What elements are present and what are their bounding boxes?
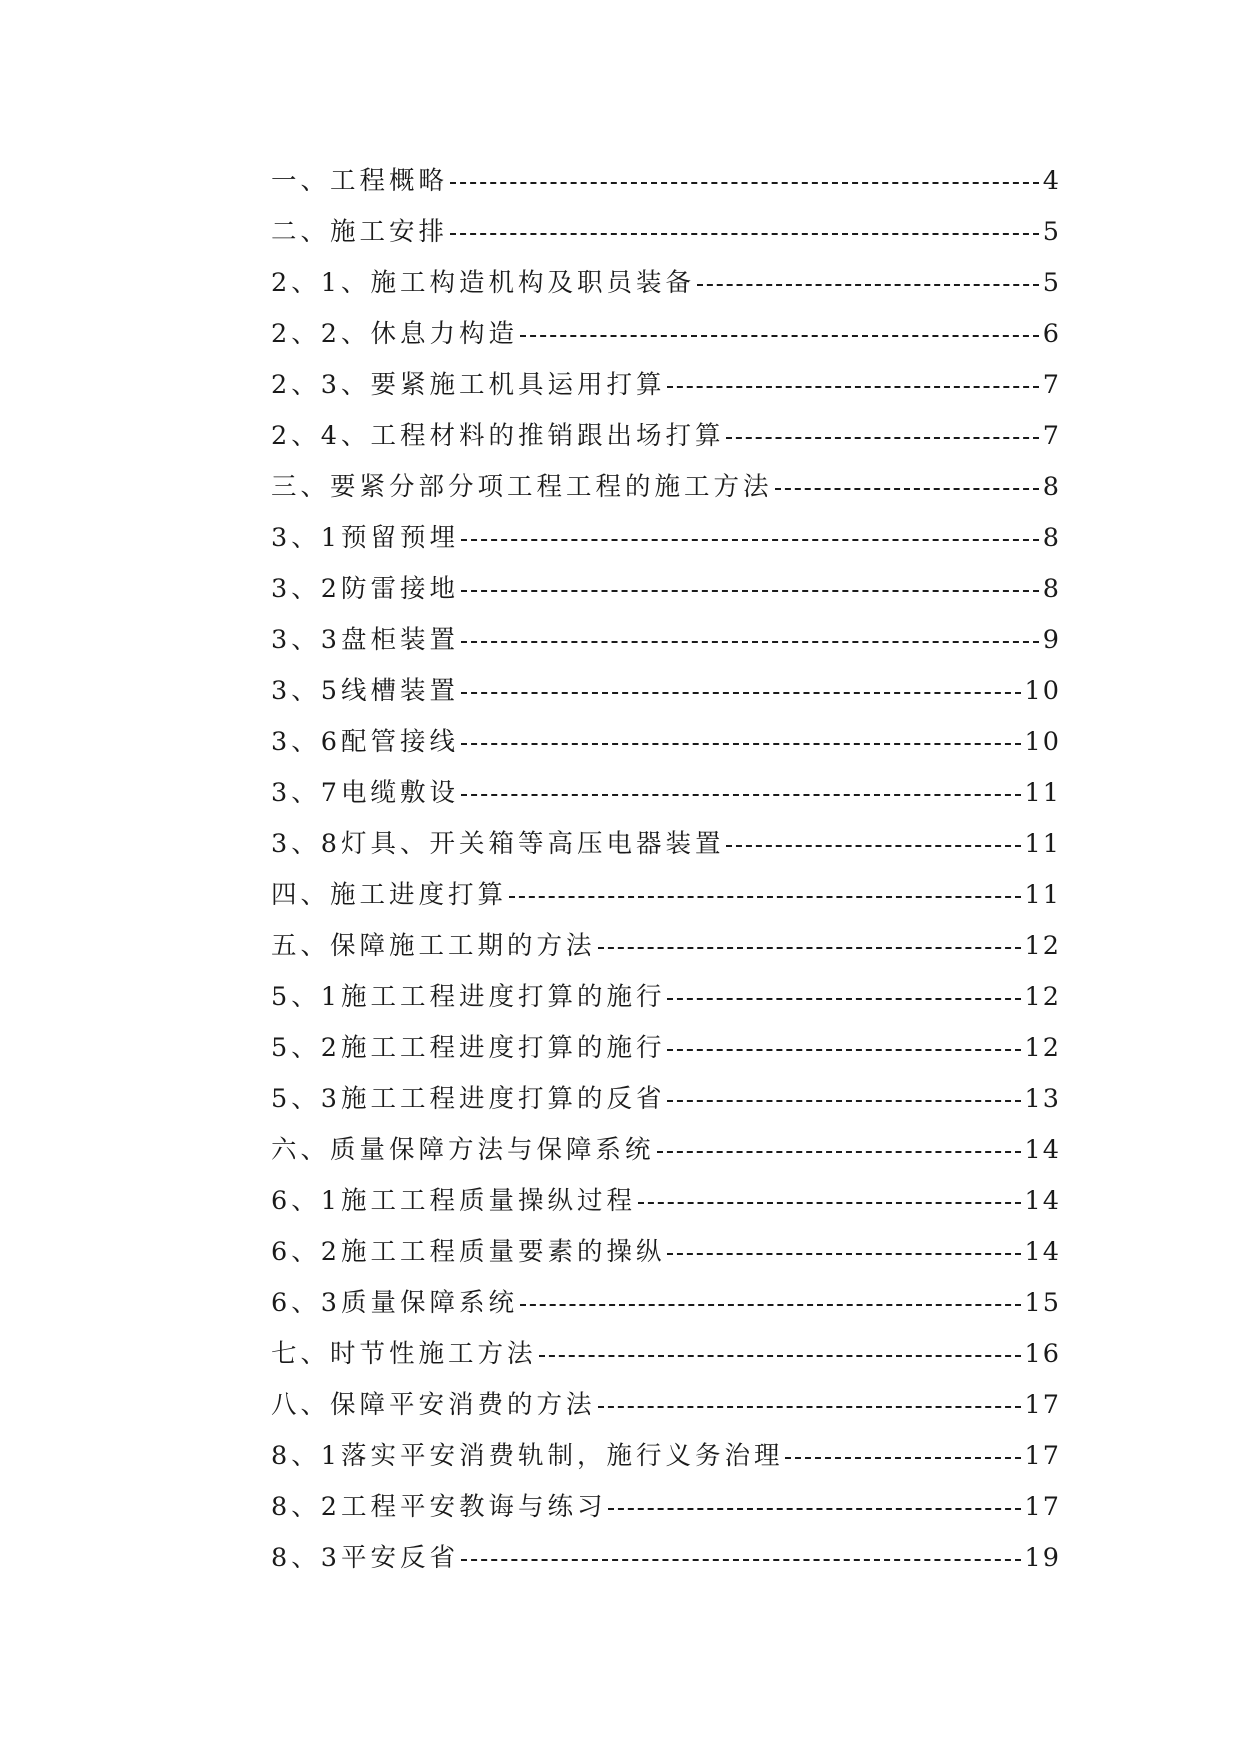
- toc-entry[interactable]: [271, 360, 1061, 411]
- toc-entry-page: 17: [1021, 1431, 1061, 1482]
- toc-entry-title: 2、2、休息力构造: [271, 319, 518, 349]
- toc-entry-page: 19: [1021, 1533, 1061, 1584]
- toc-entry[interactable]: [271, 156, 1061, 207]
- toc-entry-page: 14: [1021, 1125, 1061, 1176]
- toc-entry-page: 5: [1039, 207, 1061, 258]
- toc-dot-leader: [461, 513, 1039, 564]
- toc-entry-title: 6、2施工工程质量要素的操纵: [271, 1237, 666, 1267]
- toc-entry[interactable]: [271, 1023, 1061, 1074]
- table-of-contents: [271, 156, 1061, 1584]
- toc-entry-page: 11: [1021, 870, 1061, 921]
- toc-entry[interactable]: [271, 1278, 1061, 1329]
- toc-entry-title: 3、6配管接线: [271, 727, 459, 757]
- toc-entry-page: 6: [1039, 309, 1061, 360]
- toc-entry[interactable]: [271, 513, 1061, 564]
- toc-entry-page: 8: [1039, 513, 1061, 564]
- toc-entry-page: 8: [1039, 564, 1061, 615]
- toc-entry-title: 8、1落实平安消费轨制，施行义务治理: [271, 1441, 784, 1471]
- toc-entry[interactable]: [271, 564, 1061, 615]
- toc-entry-title: 3、8灯具、开关箱等高压电器装置: [271, 829, 725, 859]
- toc-entry-page: 12: [1021, 921, 1061, 972]
- toc-dot-leader: [461, 564, 1039, 615]
- toc-entry-page: 10: [1021, 666, 1061, 717]
- toc-dot-leader: [450, 156, 1039, 207]
- toc-entry[interactable]: [271, 921, 1061, 972]
- toc-dot-leader: [638, 1176, 1021, 1227]
- toc-entry-page: 9: [1039, 615, 1061, 666]
- toc-entry[interactable]: [271, 462, 1061, 513]
- toc-entry-page: 15: [1021, 1278, 1061, 1329]
- toc-entry-title: 五、保障施工工期的方法: [271, 931, 596, 961]
- toc-entry-page: 12: [1021, 972, 1061, 1023]
- toc-entry-page: 14: [1021, 1227, 1061, 1278]
- toc-entry-page: 12: [1021, 1023, 1061, 1074]
- toc-entry[interactable]: [271, 309, 1061, 360]
- toc-dot-leader: [450, 207, 1039, 258]
- toc-entry[interactable]: [271, 411, 1061, 462]
- toc-dot-leader: [785, 1431, 1021, 1482]
- toc-dot-leader: [598, 1380, 1021, 1431]
- toc-dot-leader: [667, 1074, 1021, 1125]
- toc-entry-page: 11: [1021, 768, 1061, 819]
- toc-entry[interactable]: [271, 207, 1061, 258]
- toc-entry-title: 8、3平安反省: [271, 1543, 459, 1573]
- toc-entry-title: 四、施工进度打算: [271, 880, 508, 910]
- toc-entry-title: 3、5线槽装置: [271, 676, 459, 706]
- toc-entry-title: 六、质量保障方法与保障系统: [271, 1135, 655, 1165]
- toc-entry[interactable]: [271, 1380, 1061, 1431]
- toc-entry[interactable]: [271, 972, 1061, 1023]
- toc-entry-title: 6、3质量保障系统: [271, 1288, 518, 1318]
- toc-entry[interactable]: [271, 1176, 1061, 1227]
- toc-entry-page: 10: [1021, 717, 1061, 768]
- toc-entry-title: 5、1施工工程进度打算的施行: [271, 982, 666, 1012]
- toc-entry-title: 3、1预留预埋: [271, 523, 459, 553]
- toc-dot-leader: [539, 1329, 1021, 1380]
- toc-entry[interactable]: [271, 1533, 1061, 1584]
- toc-entry-page: 7: [1039, 360, 1061, 411]
- toc-entry[interactable]: [271, 1227, 1061, 1278]
- toc-entry-title: 2、4、工程材料的推销跟出场打算: [271, 421, 725, 451]
- toc-dot-leader: [520, 1278, 1021, 1329]
- toc-dot-leader: [667, 1023, 1021, 1074]
- toc-dot-leader: [598, 921, 1021, 972]
- toc-entry[interactable]: [271, 819, 1061, 870]
- toc-entry-title: 八、保障平安消费的方法: [271, 1390, 596, 1420]
- toc-entry-title: 5、2施工工程进度打算的施行: [271, 1033, 666, 1063]
- toc-dot-leader: [667, 1227, 1021, 1278]
- toc-entry-page: 13: [1021, 1074, 1061, 1125]
- toc-entry-title: 三、要紧分部分项工程工程的施工方法: [271, 472, 773, 502]
- toc-entry-page: 7: [1039, 411, 1061, 462]
- toc-entry-page: 8: [1039, 462, 1061, 513]
- toc-entry[interactable]: [271, 1074, 1061, 1125]
- toc-dot-leader: [608, 1482, 1021, 1533]
- toc-entry-title: 七、时节性施工方法: [271, 1339, 537, 1369]
- toc-entry-page: 5: [1039, 258, 1061, 309]
- toc-dot-leader: [726, 411, 1039, 462]
- toc-dot-leader: [697, 258, 1039, 309]
- toc-dot-leader: [461, 1533, 1021, 1584]
- toc-entry[interactable]: [271, 1482, 1061, 1533]
- toc-entry-title: 2、1、施工构造机构及职员装备: [271, 268, 695, 298]
- toc-dot-leader: [520, 309, 1039, 360]
- toc-entry-title: 3、7电缆敷设: [271, 778, 459, 808]
- toc-entry-title: 一、工程概略: [271, 166, 449, 196]
- toc-entry-title: 8、2工程平安教诲与练习: [271, 1492, 607, 1522]
- toc-entry-title: 6、1施工工程质量操纵过程: [271, 1186, 636, 1216]
- toc-dot-leader: [461, 768, 1021, 819]
- toc-entry-page: 17: [1021, 1380, 1061, 1431]
- toc-entry[interactable]: [271, 615, 1061, 666]
- toc-entry[interactable]: [271, 1125, 1061, 1176]
- toc-dot-leader: [667, 360, 1039, 411]
- toc-entry-page: 16: [1021, 1329, 1061, 1380]
- toc-dot-leader: [509, 870, 1021, 921]
- toc-entry[interactable]: [271, 258, 1061, 309]
- toc-entry[interactable]: [271, 717, 1061, 768]
- toc-entry-title: 5、3施工工程进度打算的反省: [271, 1084, 666, 1114]
- toc-dot-leader: [667, 972, 1021, 1023]
- toc-entry[interactable]: [271, 1431, 1061, 1482]
- toc-entry-title: 3、2防雷接地: [271, 574, 459, 604]
- toc-dot-leader: [461, 717, 1021, 768]
- toc-entry[interactable]: [271, 666, 1061, 717]
- toc-dot-leader: [461, 666, 1021, 717]
- toc-entry[interactable]: [271, 1329, 1061, 1380]
- toc-entry-page: 11: [1021, 819, 1061, 870]
- toc-entry-page: 17: [1021, 1482, 1061, 1533]
- toc-entry[interactable]: [271, 768, 1061, 819]
- toc-dot-leader: [726, 819, 1021, 870]
- toc-dot-leader: [657, 1125, 1021, 1176]
- toc-entry-title: 3、3盘柜装置: [271, 625, 459, 655]
- toc-entry-page: 4: [1039, 156, 1061, 207]
- toc-entry-title: 二、施工安排: [271, 217, 449, 247]
- toc-dot-leader: [461, 615, 1039, 666]
- toc-entry-page: 14: [1021, 1176, 1061, 1227]
- toc-entry[interactable]: [271, 870, 1061, 921]
- toc-entry-title: 2、3、要紧施工机具运用打算: [271, 370, 666, 400]
- toc-dot-leader: [775, 462, 1039, 513]
